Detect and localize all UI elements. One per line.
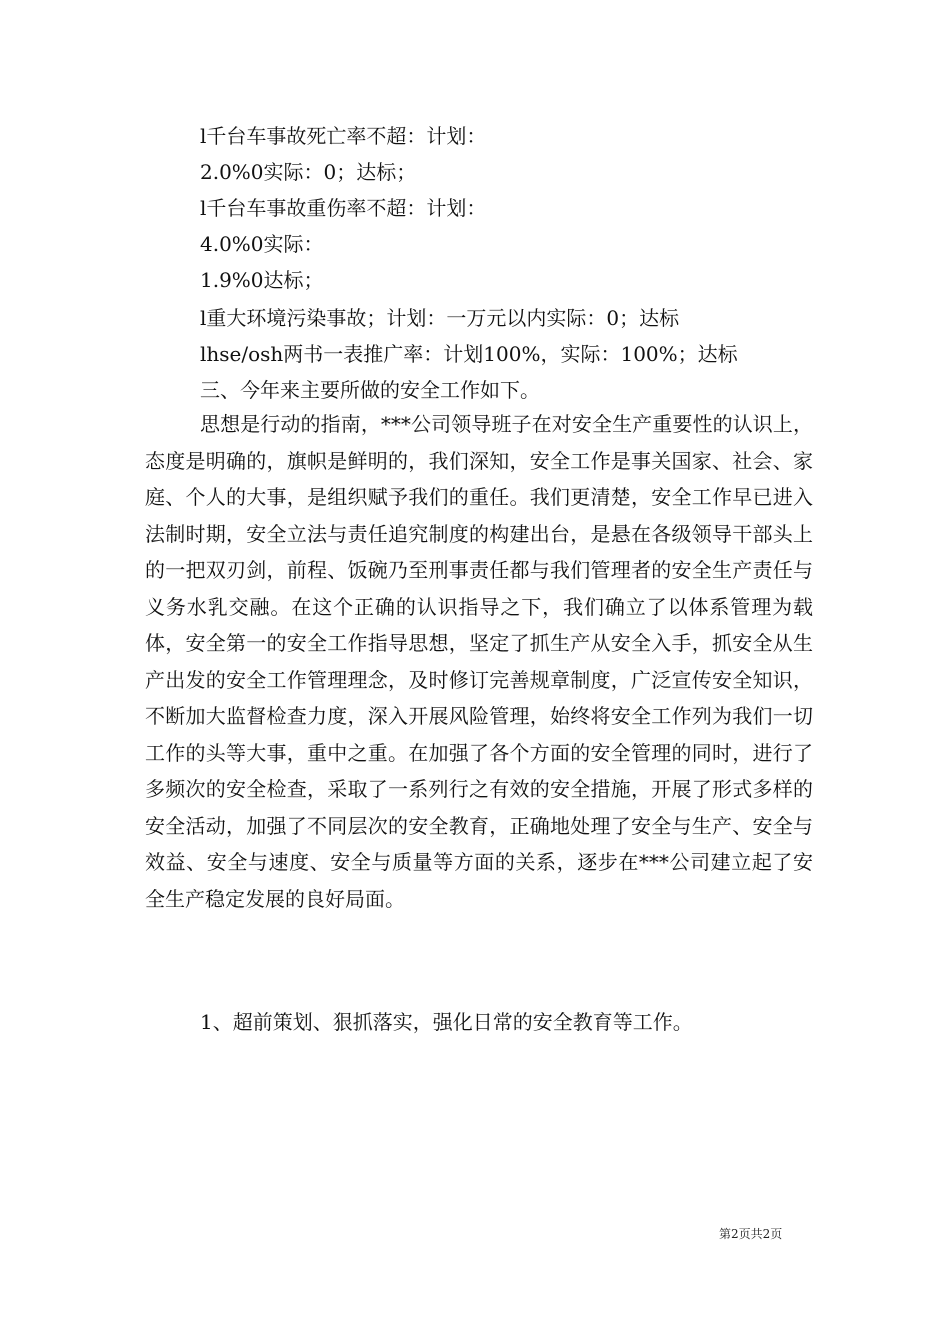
indicator-line-fatality-actual: 2.0%0实际：0；达标； [200,160,417,184]
page-number: 第2页共2页 [719,1227,783,1241]
indicator-line-injury-actual: 1.9%0达标； [200,268,324,292]
indicator-line-injury-plan: 4.0%0实际： [200,232,324,256]
body-paragraph: 思想是行动的指南，***公司领导班子在对安全生产重要性的认识上，态度是明确的，旗帜是鲜明的，我们深知，安全工作是事关国家、社会、家庭、个人的大事，是组织赋予我们的重任。我们更清楚，安全工作早已进入法制时期，安全立法与责任追究制度的构建出台，是悬在各级领导干部头上的一把双刃剑，前程、饭碗乃至刑事责任都与我们管理者的安全生产责任与义务水乳交融。在这个正确的认识指导之下，我们确立了以体系管理为载体，安全第一的安全工作指导思想，坚定了抓生产从安全入手，抓安全从生产出发的安全工作管理理念，及时修订完善规章制度，广泛宣传安全知识，不断加大监督检查力度，深入开展风险管理，始终将安全工作列为我们一切工作的头等大事，重中之重。在加强了各个方面的安全管理的同时，进行了多频次的安全检查，采取了一系列行之有效的安全措施，开展了形式多样的安全活动，加强了不同层次的安全教育，正确地处理了安全与生产、安全与效益、安全与速度、安全与质量等方面的关系，逐步在***公司建立起了安全生产稳定发展的良好局面。 [145,412,813,911]
subsection-heading: 1、超前策划、狠抓落实，强化日常的安全教育等工作。 [200,1010,693,1034]
indicator-line-injury-rate: l千台车事故重伤率不超：计划： [200,196,487,220]
section-heading: 三、今年来主要所做的安全工作如下。 [200,378,540,402]
indicator-line-fatality-rate: l千台车事故死亡率不超：计划： [200,124,487,148]
indicator-line-pollution: l重大环境污染事故；计划：一万元以内实际：0；达标 [200,306,680,330]
indicator-line-hse-osh: lhse/osh两书一表推广率：计划100%，实际：100%；达标 [200,342,738,366]
